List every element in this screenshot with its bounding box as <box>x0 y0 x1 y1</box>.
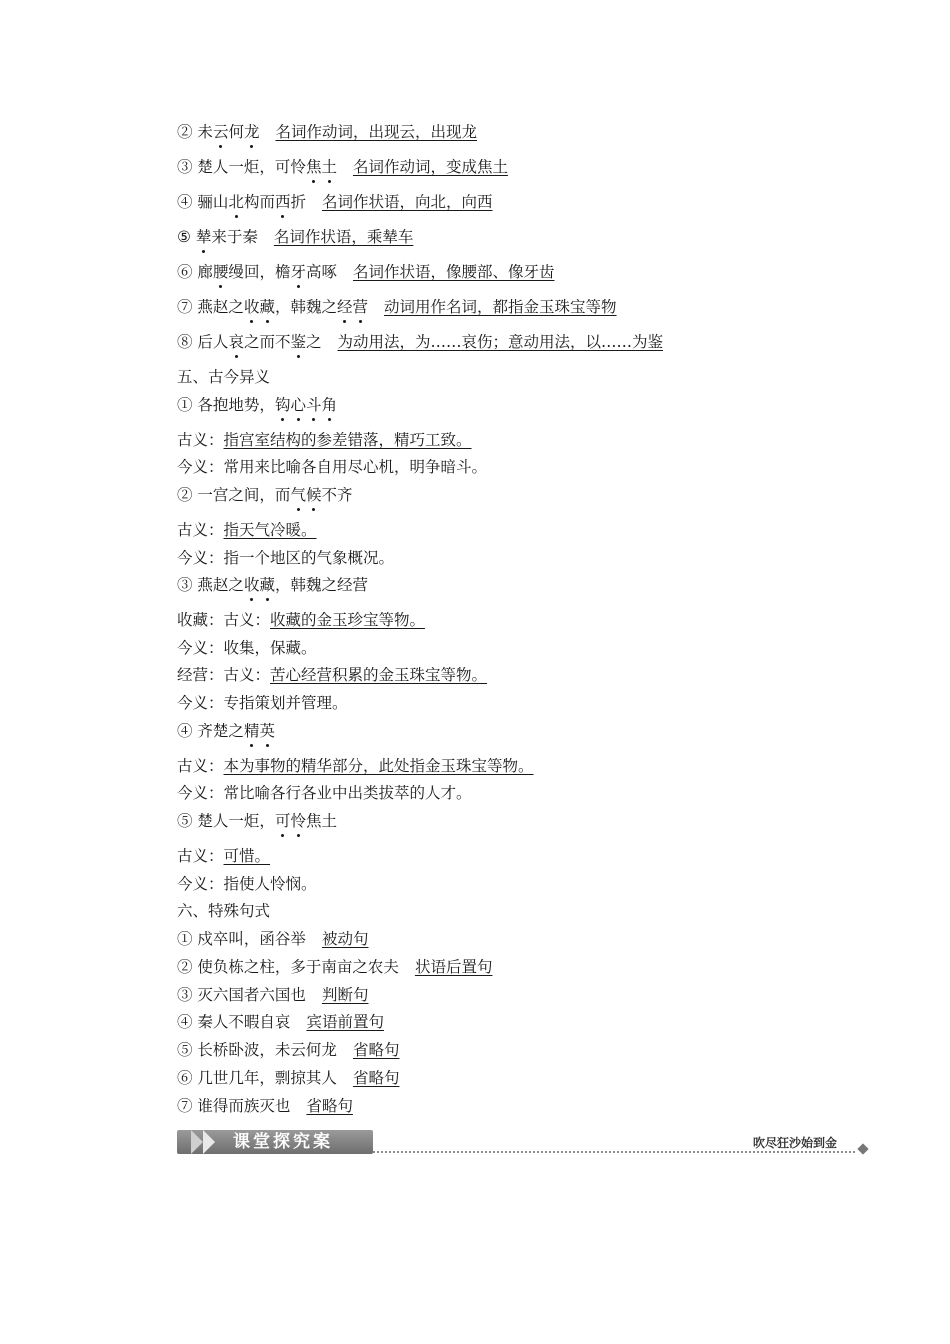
emphasized-char: 气 <box>290 486 306 504</box>
line-text: 今义：收集，保藏。 <box>177 639 317 657</box>
line-text: 之 <box>305 333 322 351</box>
emphasized-char: 英 <box>259 722 275 740</box>
emphasized-char: 龙 <box>243 123 260 141</box>
emphasized-char: 怜 <box>290 812 306 830</box>
answer-text: 苦心经营积累的金玉珠宝等物。 <box>270 666 488 684</box>
text-line <box>177 367 270 387</box>
emphasized-char: 收 <box>243 298 260 316</box>
text-line <box>177 693 348 713</box>
text-line <box>177 227 413 247</box>
line-text: ② 使负栋之柱，多于南亩之农夫 <box>177 958 399 976</box>
text-line <box>177 665 487 685</box>
text-line <box>177 297 617 317</box>
line-text: 今义：专指策划并管理。 <box>177 694 348 712</box>
line-text: 收藏：古义： <box>177 611 271 629</box>
line-text: 今义：常用来比喻各自用尽心机，明争暗斗。 <box>177 458 488 476</box>
text-line <box>177 332 663 352</box>
text-line <box>177 721 275 741</box>
emphasized-char: 心 <box>290 396 306 414</box>
line-text: ⑥ 几世几年，剽掠其人 <box>177 1069 337 1087</box>
emphasized-char: 营 <box>352 298 369 316</box>
emphasized-char: 土 <box>321 158 337 176</box>
diamond-icon <box>857 1143 868 1154</box>
emphasized-char: 辇 <box>195 228 212 246</box>
emphasized-char: 收 <box>243 576 260 594</box>
line-text: ③ 燕赵之 <box>177 576 244 594</box>
text-line <box>177 756 534 776</box>
answer-text: 名词作动词，变成焦土 <box>352 158 508 176</box>
text-line <box>177 1068 399 1088</box>
line-text: ⑤ 楚人一炬， <box>177 812 275 830</box>
emphasized-char: 云 <box>212 123 229 141</box>
line-text: 不齐 <box>321 486 353 504</box>
line-text: ⑦ 燕赵之 <box>177 298 244 316</box>
line-text: ③ 灭六国者六国也 <box>177 986 306 1004</box>
emphasized-char: 精 <box>243 722 260 740</box>
line-text: ，韩魏之经营 <box>274 576 368 594</box>
text-line <box>177 874 317 894</box>
answer-text: 状语后置句 <box>414 958 493 976</box>
text-line <box>177 457 487 477</box>
answer-text: 宾语前置句 <box>306 1013 384 1031</box>
answer-text: 省略句 <box>306 1097 353 1115</box>
emphasized-char: 牙 <box>290 263 306 281</box>
answer-text: 名词作状语，像腰部、像牙齿 <box>353 263 555 281</box>
line-text: ① 各抱地势， <box>177 396 275 414</box>
line-text: 折 <box>290 193 306 211</box>
line-text: 古义： <box>177 757 224 775</box>
answer-text: 为动用法，为……哀伤；意动用法，以……为鉴 <box>337 333 664 351</box>
line-text: ⑦ 谁得而族灭也 <box>177 1097 291 1115</box>
emphasized-char: 藏 <box>259 298 275 316</box>
banner-slogan: 吹尽狂沙始到金 <box>752 1136 837 1150</box>
answer-text: 可惜。 <box>223 847 271 865</box>
answer-text: 指天气冷暖。 <box>223 521 317 539</box>
line-text: 焦土 <box>305 812 337 830</box>
text-line <box>177 520 317 540</box>
text-line <box>177 811 337 831</box>
line-text: 之而不 <box>243 333 291 351</box>
text-line <box>177 430 472 450</box>
line-text: ⑤ <box>177 228 196 246</box>
emphasized-char: 角 <box>321 396 337 414</box>
line-text: 缦回，檐 <box>228 263 291 281</box>
emphasized-char: 焦 <box>305 158 322 176</box>
answer-text: 省略句 <box>352 1041 400 1059</box>
line-text: 来于秦 <box>211 228 258 246</box>
text-line <box>177 575 368 595</box>
text-line <box>177 395 337 415</box>
text-line <box>177 929 368 949</box>
emphasized-char: 北 <box>228 193 244 211</box>
emphasized-char: 西 <box>274 193 291 211</box>
text-line <box>177 957 492 977</box>
text-line <box>177 783 472 803</box>
emphasized-char: 斗 <box>305 396 322 414</box>
line-text: 今义：指使人怜悯。 <box>177 875 317 893</box>
emphasized-char: 鉴 <box>290 333 306 351</box>
line-text: ⑥ 廊 <box>177 263 213 281</box>
answer-text: 指宫室结构的参差错落，精巧工致。 <box>223 431 472 449</box>
text-line <box>177 157 508 177</box>
text-line <box>177 122 477 142</box>
line-text: 古义： <box>177 521 224 539</box>
line-text: 五、古今异义 <box>177 368 271 386</box>
chevron-right-icon <box>191 1130 203 1154</box>
text-line <box>177 610 425 630</box>
answer-text: 名词作状语，向北，向西 <box>322 193 493 211</box>
line-text: 高啄 <box>305 263 337 281</box>
text-line <box>177 1096 353 1116</box>
answer-text: 省略句 <box>352 1069 400 1087</box>
text-line <box>177 192 493 212</box>
line-text: 经营：古义： <box>177 666 271 684</box>
line-text: ⑤ 长桥卧波，未云何龙 <box>177 1041 337 1059</box>
text-line <box>177 985 368 1005</box>
banner-title: 课堂探究案 <box>233 1132 333 1152</box>
banner-dotted-line <box>373 1151 855 1153</box>
text-line <box>177 638 317 658</box>
answer-text: 动词用作名词，都指金玉珠宝等物 <box>384 298 617 316</box>
line-text: ① 戍卒叫，函谷举 <box>177 930 306 948</box>
emphasized-char: 哀 <box>228 333 244 351</box>
line-text: 何 <box>228 123 244 141</box>
line-text: 六、特殊句式 <box>177 902 271 920</box>
answer-text: 名词作动词，出现云，出现龙 <box>275 123 477 141</box>
text-line <box>177 485 352 505</box>
section-banner <box>177 1128 867 1158</box>
text-line <box>177 262 555 282</box>
line-text: ③ 楚人一炬，可怜 <box>177 158 306 176</box>
line-text: 今义：常比喻各行各业中出类拔萃的人才。 <box>177 784 472 802</box>
line-text: ② 未 <box>177 123 213 141</box>
line-text: ④ 齐楚之 <box>177 722 244 740</box>
line-text: 今义：指一个地区的气象概况。 <box>177 549 395 567</box>
line-text: ④ 秦人不暇自哀 <box>177 1013 291 1031</box>
line-text: 古义： <box>177 431 224 449</box>
text-line <box>177 548 394 568</box>
emphasized-char: 钩 <box>274 396 291 414</box>
line-text: 古义： <box>177 847 224 865</box>
text-line <box>177 901 270 921</box>
answer-text: 收藏的金玉珍宝等物。 <box>270 611 426 629</box>
line-text: ，韩魏之 <box>274 298 337 316</box>
line-text: 构而 <box>243 193 275 211</box>
line-text: ④ 骊山 <box>177 193 229 211</box>
answer-text: 名词作状语，乘辇车 <box>273 228 414 246</box>
emphasized-char: 可 <box>274 812 291 830</box>
answer-text: 判断句 <box>321 986 369 1004</box>
line-text: ⑧ 后人 <box>177 333 229 351</box>
emphasized-char: 腰 <box>212 263 229 281</box>
answer-text: 本为事物的精华部分，此处指金玉珠宝等物。 <box>223 757 534 775</box>
answer-text: 被动句 <box>321 930 369 948</box>
chevron-right-icon <box>203 1130 215 1154</box>
emphasized-char: 候 <box>305 486 322 504</box>
text-line <box>177 846 270 866</box>
line-text: ② 一宫之间，而 <box>177 486 291 504</box>
text-line <box>177 1040 399 1060</box>
emphasized-char: 经 <box>336 298 353 316</box>
emphasized-char: 藏 <box>259 576 275 594</box>
text-line <box>177 1012 384 1032</box>
